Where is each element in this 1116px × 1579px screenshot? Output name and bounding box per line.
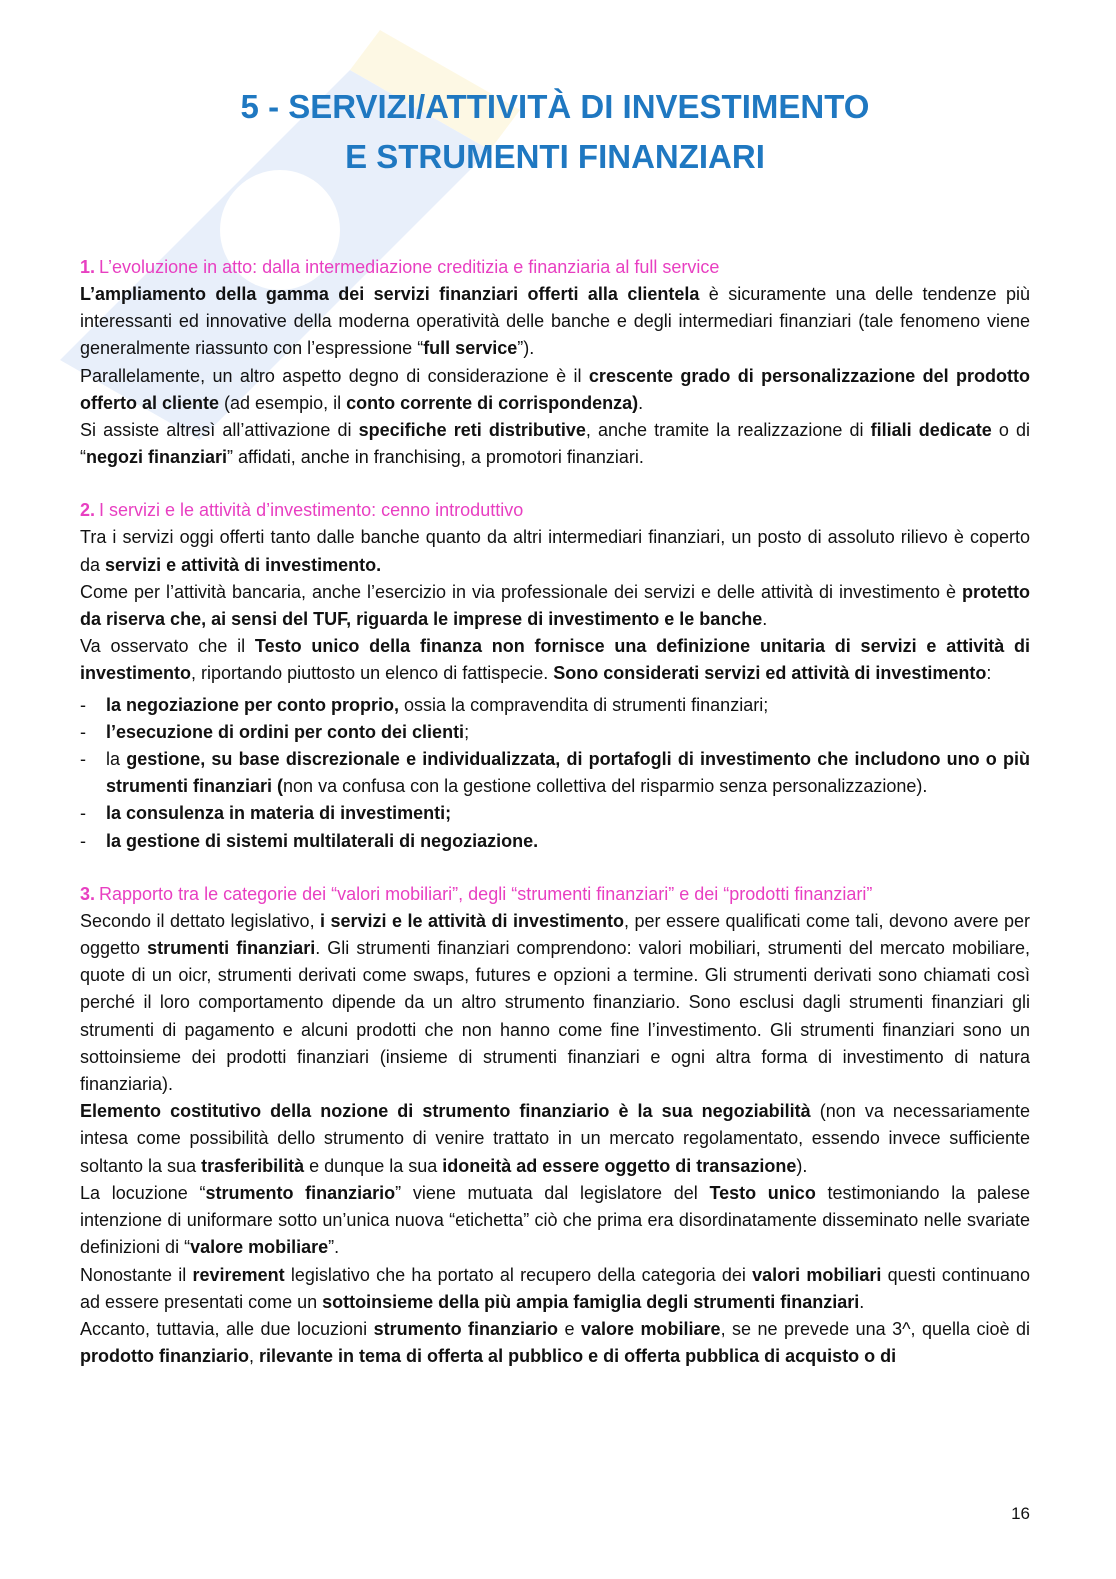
bold-text: la negoziazione per conto proprio, — [106, 694, 400, 715]
section-1-paragraph-3 — [80, 417, 1030, 471]
list-item — [80, 828, 1030, 855]
section-3-paragraph-3 — [80, 1180, 1030, 1262]
text: , anche tramite la realizzazione di — [585, 420, 871, 441]
text: non va confusa con la gestione collettiva del risparmio senza personalizzazione). — [283, 776, 928, 797]
text: Accanto, tuttavia, alle due locuzioni — [80, 1318, 374, 1339]
text: è sicuramente una delle tendenze più interessanti ed innovative della moderna operatività delle banche e degli intermediari finanziari (tale fenomeno viene generalmente riassunto con l’espressione “ — [80, 284, 1030, 359]
text: . — [762, 609, 768, 630]
bold-text: L’ampliamento della gamma dei servizi finanziari offerti alla clientela — [80, 284, 700, 304]
text: La locuzione “ — [80, 1182, 206, 1203]
text: ; — [464, 721, 470, 742]
text: testimoniando la palese intenzione di uniformare sotto un’unica nuova “etichetta” ciò che prima era disordinatamente disseminato nelle svariate definizioni di “ — [80, 1182, 1030, 1258]
section-1 — [80, 254, 1030, 471]
bold-text: conto corrente di corrispondenza) — [346, 392, 639, 413]
section-3-paragraph-2 — [80, 1098, 1030, 1180]
bold-text: valore mobiliare — [581, 1318, 721, 1339]
text: ” affidati, anche in franchising, a promotori finanziari. — [227, 447, 644, 468]
text: . — [638, 392, 644, 413]
section-3-number: 3. — [80, 883, 96, 904]
section-1-paragraph-1 — [80, 281, 1030, 363]
chapter-title — [80, 82, 1030, 182]
bold-text: Elemento costitutivo della nozione di strumento finanziario è la sua negoziabilità — [80, 1101, 811, 1122]
bold-text: la gestione di sistemi multilaterali di negoziazione. — [106, 830, 539, 851]
bold-text: la consulenza in materia di investimenti; — [106, 803, 452, 824]
text: ” viene mutuata dal legislatore del — [395, 1182, 710, 1203]
bold-text: Testo unico — [709, 1182, 816, 1203]
section-2-heading-text: I servizi e le attività d’investimento: cenno introduttivo — [99, 500, 524, 521]
section-2-paragraph-1 — [80, 524, 1030, 578]
bold-text: strumenti finanziari — [147, 938, 316, 959]
investment-services-list — [80, 692, 1030, 855]
bold-text: filiali dedicate — [870, 420, 992, 441]
text: , se ne prevede una 3^, quella cioè di — [720, 1318, 1031, 1339]
text: e — [558, 1318, 582, 1339]
section-1-paragraph-2 — [80, 363, 1030, 417]
text: Nonostante il — [80, 1264, 193, 1285]
bold-text: strumento finanziario — [373, 1318, 559, 1339]
chapter-title-line-2: E STRUMENTI FINANZIARI — [345, 138, 765, 175]
section-3-paragraph-5 — [80, 1316, 1030, 1370]
bold-text: trasferibilità — [201, 1155, 305, 1176]
text: . — [859, 1291, 865, 1312]
bold-text: rilevante in tema di offerta al pubblico e di offerta pubblica di acquisto o di — [259, 1346, 897, 1367]
section-3-paragraph-4 — [80, 1262, 1030, 1316]
text: ). — [796, 1155, 808, 1176]
text: questi continuano ad essere presentati come un — [80, 1264, 1031, 1312]
section-2-number: 2. — [80, 500, 96, 521]
text: Come per l’attività bancaria, anche l’esercizio in via professionale dei servizi e delle attività di investimento è — [80, 581, 963, 602]
bold-text: i servizi e le attività di investimento — [320, 910, 624, 931]
section-3-paragraph-1 — [80, 908, 1030, 1098]
bold-text: l’esecuzione di ordini per conto dei clienti — [106, 721, 465, 742]
text: ossia la compravendita di strumenti finanziari; — [399, 694, 769, 715]
text: (ad esempio, il — [219, 392, 347, 413]
list-item — [80, 692, 1030, 719]
bold-text: sottoinsieme della più ampia famiglia degli strumenti finanziari — [322, 1291, 860, 1312]
text: Secondo il dettato legislativo, — [80, 910, 321, 931]
bold-text: idoneità ad essere oggetto di transazione — [442, 1155, 797, 1176]
bold-text: prodotto finanziario — [80, 1346, 249, 1367]
section-3-heading — [80, 881, 1030, 908]
document-page — [80, 82, 1030, 1396]
bold-text: Testo unico della finanza non fornisce una definizione unitaria di servizi e attività di investimento — [80, 636, 1030, 684]
section-2-paragraph-2 — [80, 579, 1030, 633]
section-1-heading — [80, 254, 1030, 281]
text: , — [248, 1346, 259, 1367]
bold-text: servizi e attività di investimento. — [105, 554, 382, 575]
text: (non va necessariamente intesa come possibilità dello strumento di venire trattato in un mercato regolamentato, essendo invece sufficiente soltanto la sua — [80, 1101, 1030, 1176]
bold-text: specifiche reti distributive — [358, 420, 586, 441]
bold-text: Sono considerati servizi ed attività di investimento — [553, 663, 987, 684]
section-3-heading-text: Rapporto tra le categorie dei “valori mobiliari”, degli “strumenti finanziari” e dei “prodotti finanziari” — [99, 883, 873, 904]
text: ”). — [517, 338, 535, 359]
bold-text: valori mobiliari — [752, 1264, 882, 1285]
text: Va osservato che il — [80, 636, 255, 657]
section-2-heading — [80, 497, 1030, 524]
bold-text: negozi finanziari — [86, 447, 228, 468]
text: Parallelamente, un altro aspetto degno di considerazione è il — [80, 365, 589, 386]
bold-text: protetto da riserva che, ai sensi del TUF, riguarda le imprese di investimento e le banche — [80, 581, 1030, 630]
text: Si assiste altresì all’attivazione di — [80, 420, 359, 441]
text: o di “ — [80, 420, 1030, 468]
section-2-paragraph-3 — [80, 633, 1030, 687]
bold-text: revirement — [192, 1264, 285, 1285]
section-3 — [80, 881, 1030, 1370]
section-1-heading-text: L’evoluzione in atto: dalla intermediazione creditizia e finanziaria al full service — [99, 257, 720, 277]
text: legislativo che ha portato al recupero della categoria dei — [284, 1264, 753, 1285]
text: e dunque la sua — [304, 1155, 443, 1176]
section-2 — [80, 497, 1030, 854]
chapter-title-line-1: 5 - SERVIZI/ATTIVITÀ DI INVESTIMENTO — [240, 88, 870, 125]
section-1-number: 1. — [80, 257, 96, 277]
text: Tra i servizi oggi offerti tanto dalle banche quanto da altri intermediari finanziari, un posto di assoluto rilievo è coperto da — [80, 527, 1030, 575]
text: ”. — [328, 1237, 340, 1258]
bold-text: crescente grado di personalizzazione del prodotto offerto al cliente — [80, 365, 1030, 413]
bold-text: valore mobiliare — [190, 1237, 329, 1258]
list-item — [80, 719, 1030, 746]
list-item — [80, 746, 1030, 800]
bold-text: strumento finanziario — [205, 1182, 396, 1203]
bold-text: full service — [423, 338, 518, 359]
text: . Gli strumenti finanziari comprendono: valori mobiliari, strumenti del mercato mobiliare, quote di un oicr, strumenti derivati come swaps, futures e opzioni a termine. Gli strumenti derivati sono chiamati così perché il loro comportamento dipende da un altro strumento finanziario. Sono esclusi dagli strumenti finanziari gli strumenti di pagamento e alcuni prodotti che non hanno come fine l’investimento. Gli strumenti finanziari sono un sottoinsieme dei prodotti finanziari (insieme di strumenti finanziari e ogni altra forma di investimento di natura finanziaria). — [80, 938, 1031, 1095]
bold-text: gestione, su base discrezionale e individualizzata, di portafogli di investimento che includono uno o più strumenti finanziari ( — [106, 749, 1030, 797]
text: la — [106, 749, 127, 770]
text: , riportando piuttosto un elenco di fattispecie. — [191, 663, 554, 684]
page-number: 16 — [1011, 1504, 1030, 1523]
text: : — [986, 663, 992, 684]
list-item — [80, 800, 1030, 827]
text: , per essere qualificati come tali, devono avere per oggetto — [80, 910, 1030, 959]
